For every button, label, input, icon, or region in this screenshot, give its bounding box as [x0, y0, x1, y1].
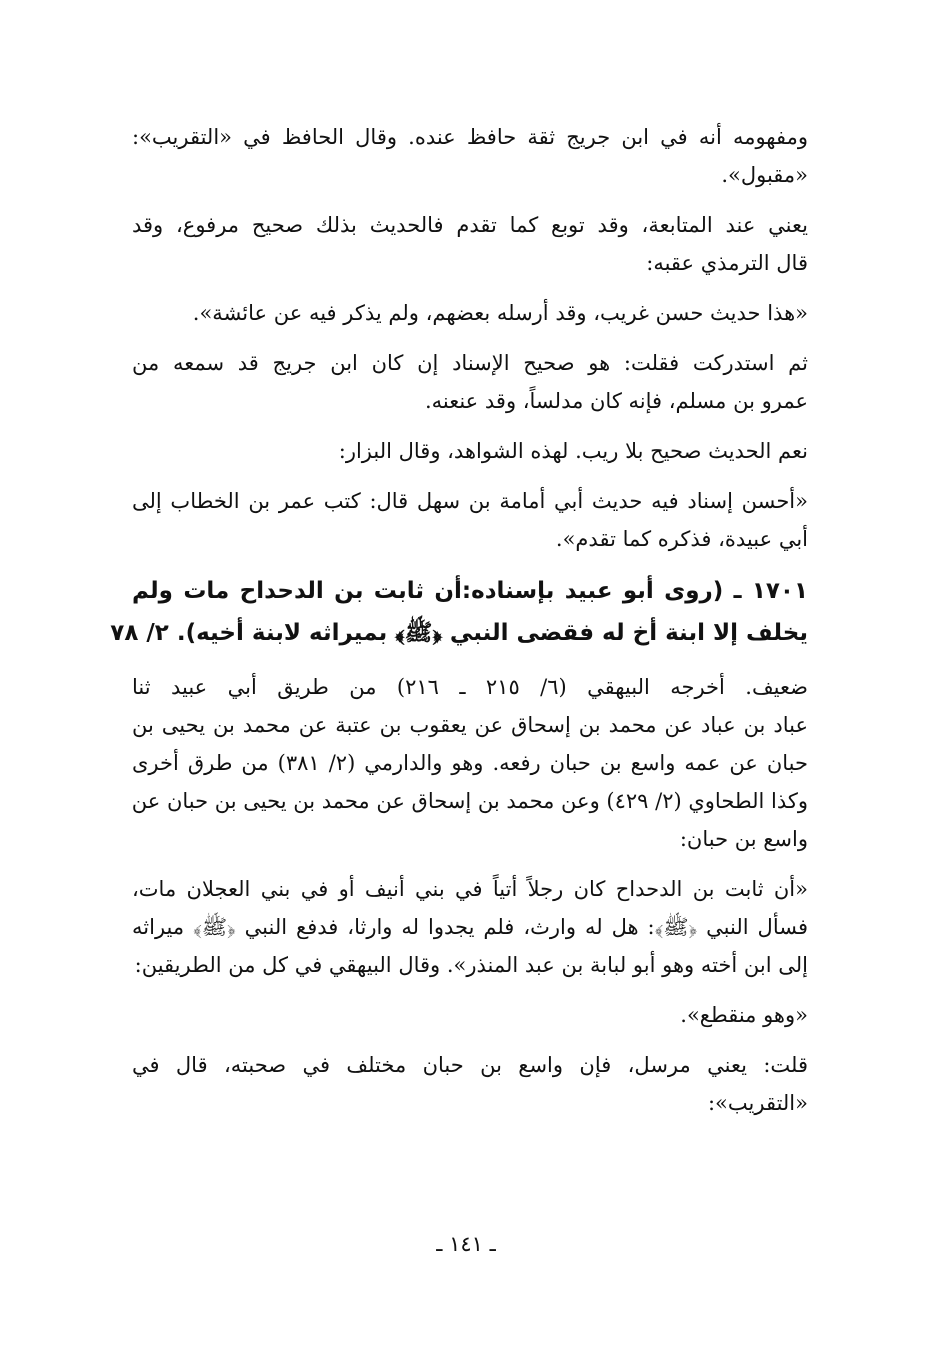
paragraph [132, 1046, 808, 1122]
text-line: «وهو منقطع». [680, 1003, 808, 1027]
text-line: قلت: يعني مرسل، فإن واسع بن حبان مختلف في صحبته، قال في [132, 1053, 808, 1077]
text-line: قال الترمذي عقبه: [646, 251, 808, 275]
page-number: ـ ١٤١ ـ [436, 1232, 496, 1256]
paragraphs-top [132, 118, 808, 558]
text-line: «مقبول». [721, 163, 808, 187]
text-line: حبان عن عمه واسع بن حبان رفعه. وهو والدارمي (٢/ ٣٨١) من طرق أخرى [132, 751, 808, 775]
paragraph [132, 206, 808, 282]
text-line: أبي عبيدة، فذكره كما تقدم». [555, 527, 808, 551]
page-body [110, 118, 808, 1134]
text-line: «هذا حديث حسن غريب، وقد أرسله بعضهم، ولم يذكر فيه عن عائشة». [192, 301, 808, 325]
paragraphs-bottom [132, 668, 808, 1122]
text-line: إلى ابن أخته وهو أبو لبابة بن عبد المنذر». وقال البيهقي في كل من الطريقين: [134, 953, 808, 977]
paragraph [132, 668, 808, 858]
paragraph [132, 118, 808, 194]
paragraph [132, 432, 808, 470]
hadith-heading [110, 570, 808, 654]
text-line: واسع بن حبان: [679, 827, 808, 851]
paragraph [132, 482, 808, 558]
heading-line: يخلف إلا ابنة أخ له فقضى النبي ﴿ﷺ﴾ بميراثه لابنة أخيه). ٢/ ٧٨ [110, 620, 808, 646]
text-line: نعم الحديث صحيح بلا ريب. لهذه الشواهد، وقال البزار: [338, 439, 808, 463]
text-line: ومفهومه أنه في ابن جريج ثقة حافظ عنده. وقال الحافظ في «التقريب»: [132, 125, 808, 149]
text-line: يعني عند المتابعة، وقد توبع كما تقدم فالحديث بذلك صحيح مرفوع، وقد [132, 213, 808, 237]
heading-line: ١٧٠١ ـ (روى أبو عبيد بإسناده:أن ثابت بن الدحداح مات ولم [132, 578, 808, 604]
text-line: فسأل النبي ﴿ﷺ﴾: هل له وارث، فلم يجدوا له وارثا، فدفع النبي ﴿ﷺ﴾ ميراثه [132, 915, 808, 939]
paragraph [132, 996, 808, 1034]
text-line: عمرو بن مسلم، فإنه كان مدلساً، وقد عنعنه. [424, 389, 808, 413]
text-line: عباد بن عباد عن محمد بن إسحاق عن يعقوب بن عتبة عن محمد بن يحيى بن [132, 713, 808, 737]
text-line: وكذا الطحاوي (٢/ ٤٢٩) وعن محمد بن إسحاق عن محمد بن يحيى بن حبان عن [131, 789, 808, 813]
paragraph [132, 294, 808, 332]
text-line: ضعيف. أخرجه البيهقي (٦/ ٢١٥ ـ ٢١٦) من طريق أبي عبيد ثنا [132, 675, 808, 699]
text-line: «أحسن إسناد فيه حديث أبي أمامة بن سهل قال: كتب عمر بن الخطاب إلى [132, 489, 808, 513]
paragraph [132, 870, 808, 984]
text-line: «التقريب»: [707, 1091, 808, 1115]
text-line: ثم استدركت فقلت: هو صحيح الإسناد إن كان ابن جريج قد سمعه من [132, 351, 808, 375]
text-line: «أن ثابت بن الدحداح كان رجلاً أتياً في بني أنيف أو في بني العجلان مات، [132, 877, 808, 901]
paragraph [132, 344, 808, 420]
